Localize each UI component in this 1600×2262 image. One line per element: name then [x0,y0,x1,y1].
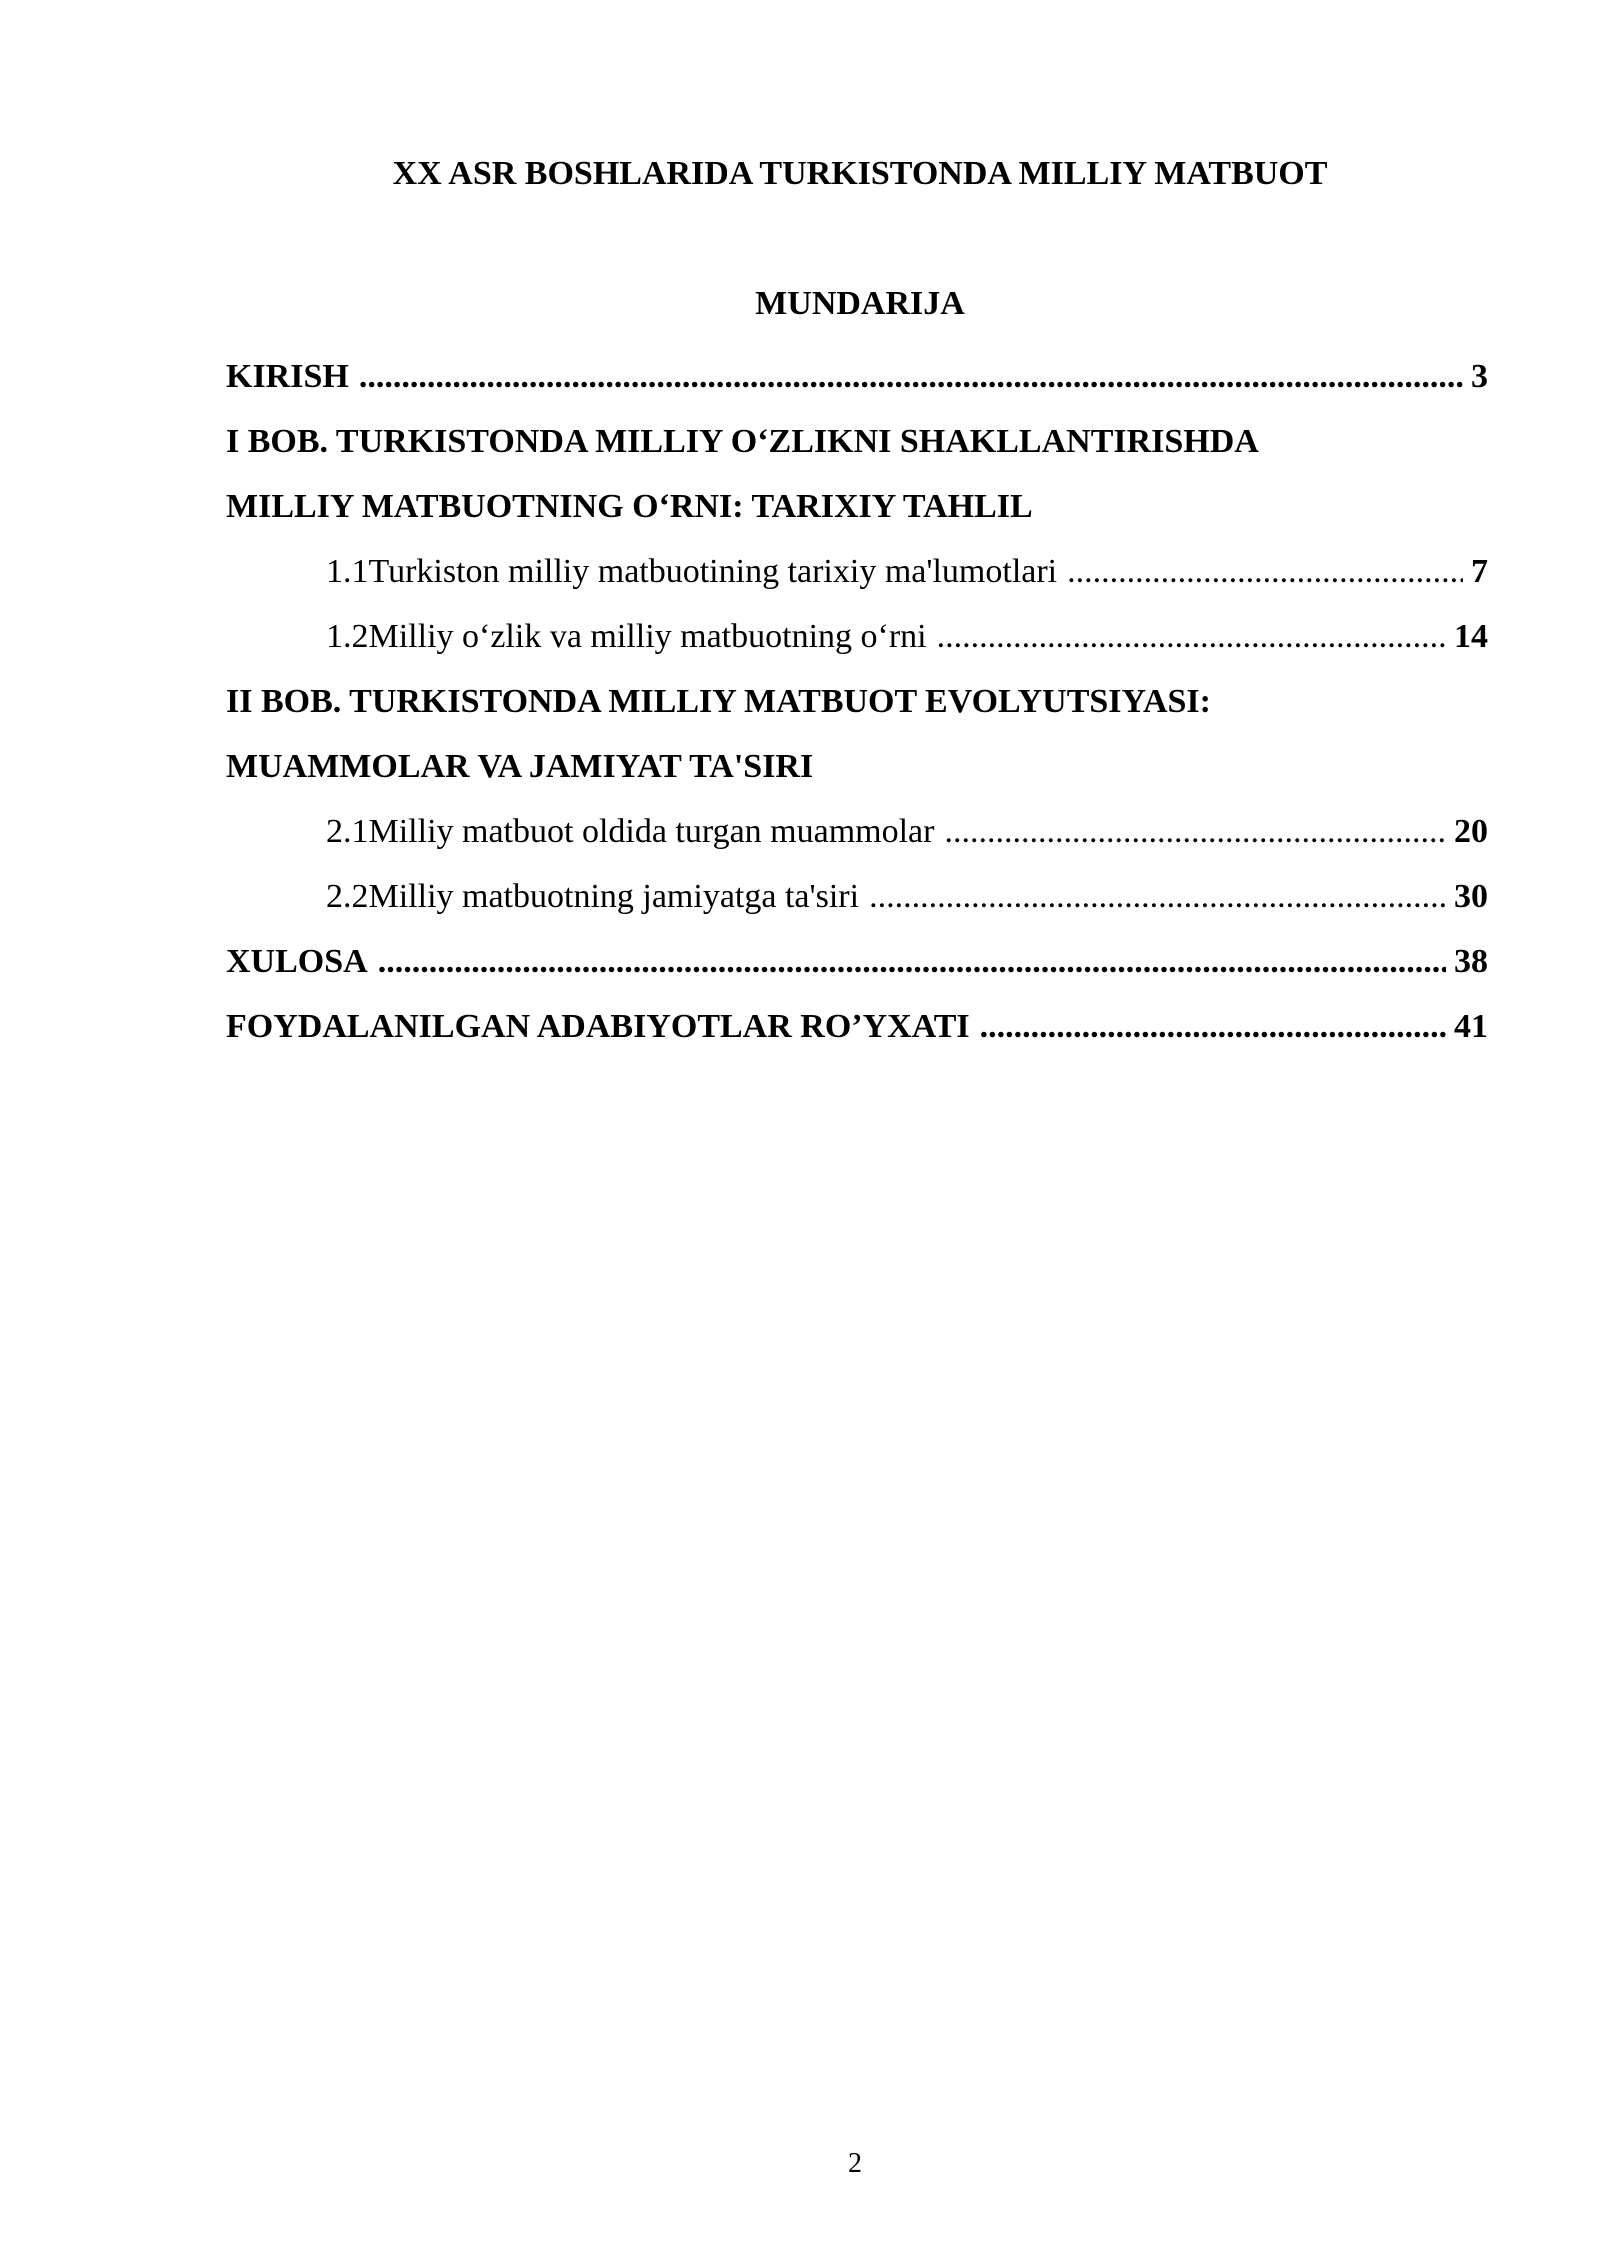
toc-dot-leader [944,813,1446,851]
page-number: 2 [848,2148,862,2179]
toc-dot-leader [937,618,1446,656]
toc-dot-leader [980,1008,1446,1046]
toc-entry-title: KIRISH [226,357,349,395]
toc-dot-leader [378,943,1446,981]
table-of-contents [226,344,1488,1059]
toc-heading: MUNDARIJA [755,285,965,322]
toc-section-number: 1.2 [326,617,369,655]
toc-entry-title: Milliy matbuot oldida turgan muammolar [368,812,935,850]
toc-page-number: 14 [1454,617,1488,655]
toc-chapter-2-line-1[interactable] [226,669,1488,734]
toc-entry-title: Milliy o‘zlik va milliy matbuotning o‘rni [368,617,927,655]
toc-entry-1-1[interactable] [226,539,1488,604]
document-title: XX ASR BOSHLARIDA TURKISTONDA MILLIY MATBUOT [392,155,1328,192]
toc-entry-2-1[interactable] [226,799,1488,864]
toc-entry-bibliography[interactable] [226,994,1488,1059]
toc-chapter-1-line-1[interactable] [226,409,1488,474]
toc-entry-title: XULOSA [226,942,368,980]
toc-entry-title: I BOB. TURKISTONDA MILLIY O‘ZLIKNI SHAKLLANTIRISHDA [226,422,1259,460]
toc-entry-title: Milliy matbuotning jamiyatga ta'siri [368,877,860,915]
toc-entry-title: MILLIY MATBUOTNING O‘RNI: TARIXIY TAHLIL [226,487,1033,525]
toc-entry-title: II BOB. TURKISTONDA MILLIY MATBUOT EVOLYUTSIYASI: [226,682,1211,720]
toc-section-number: 2.2 [326,877,369,915]
toc-page-number: 30 [1454,877,1488,915]
toc-page-number: 38 [1454,942,1488,980]
toc-section-number: 1.1 [326,552,369,590]
toc-entry-1-2[interactable] [226,604,1488,669]
toc-page-number: 3 [1471,357,1488,395]
toc-page-number: 20 [1454,812,1488,850]
toc-entry-title: MUAMMOLAR VA JAMIYAT TA'SIRI [226,747,814,785]
toc-entry-xulosa[interactable] [226,929,1488,994]
toc-entry-kirish[interactable] [226,344,1488,409]
toc-dot-leader [869,878,1446,916]
toc-page-number: 41 [1454,1007,1488,1045]
toc-entry-2-2[interactable] [226,864,1488,929]
toc-dot-leader [359,358,1463,396]
toc-chapter-1-line-2[interactable] [226,474,1488,539]
toc-section-number: 2.1 [326,812,369,850]
toc-chapter-2-line-2[interactable] [226,734,1488,799]
toc-entry-title: FOYDALANILGAN ADABIYOTLAR RO’YXATI [226,1007,970,1045]
toc-page-number: 7 [1471,552,1488,590]
toc-entry-title: Turkiston milliy matbuotining tarixiy ma'lumotlari [368,552,1058,590]
toc-dot-leader [1067,553,1463,591]
